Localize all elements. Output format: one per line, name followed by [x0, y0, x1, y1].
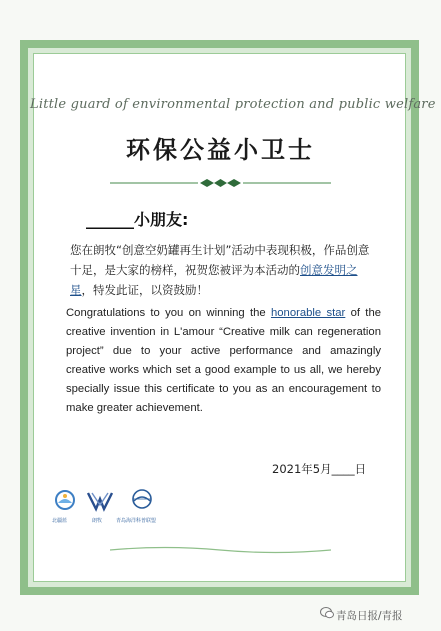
english-title: Little guard of environmental protection and public welfare — [30, 97, 436, 112]
sponsor-logos — [50, 487, 170, 525]
wechat-icon — [320, 607, 334, 619]
en-paragraph-part2: of the creative invention in L'amour “Creative milk can regeneration project” due to your active performance and amazingly creative works which set a good example to us all, we hereby specially issue this certificate to you as an encouragement to make greater achievement. — [66, 307, 382, 414]
cn-award-name: 创意发明之星 — [70, 263, 358, 297]
chinese-title: 环保公益小卫士 — [126, 136, 315, 164]
english-paragraph — [66, 304, 381, 418]
logo-2-caption: 朗牧 — [92, 518, 103, 524]
logo-3-caption: 青岛海洋科普联盟 — [116, 518, 157, 524]
bottom-ornament-divider — [110, 545, 331, 555]
cn-paragraph-part2: ，特发此证，以资鼓励！ — [81, 283, 208, 297]
en-paragraph-part1: Congratulations to you on winning the — [66, 307, 266, 319]
cn-paragraph-part1: 您在朗牧“创意空奶罐再生计划”活动中表现积极，作品创意十足，是大家的榜样，祝贺您被评为本活动的 — [70, 243, 370, 277]
logo-1-caption: 北疆蓝 — [52, 518, 68, 524]
watermark-text: 青岛日报/青报 — [336, 610, 403, 622]
issue-date: 2021年5月____日 — [272, 462, 367, 476]
ornament-divider — [110, 178, 331, 188]
chinese-paragraph — [70, 240, 380, 300]
recipient-line: ______小朋友: — [86, 210, 189, 229]
logo-1-icon — [50, 487, 80, 517]
en-award-name: honorable star — [270, 307, 346, 319]
logo-3-icon — [122, 487, 162, 517]
logo-2-icon — [86, 487, 114, 517]
